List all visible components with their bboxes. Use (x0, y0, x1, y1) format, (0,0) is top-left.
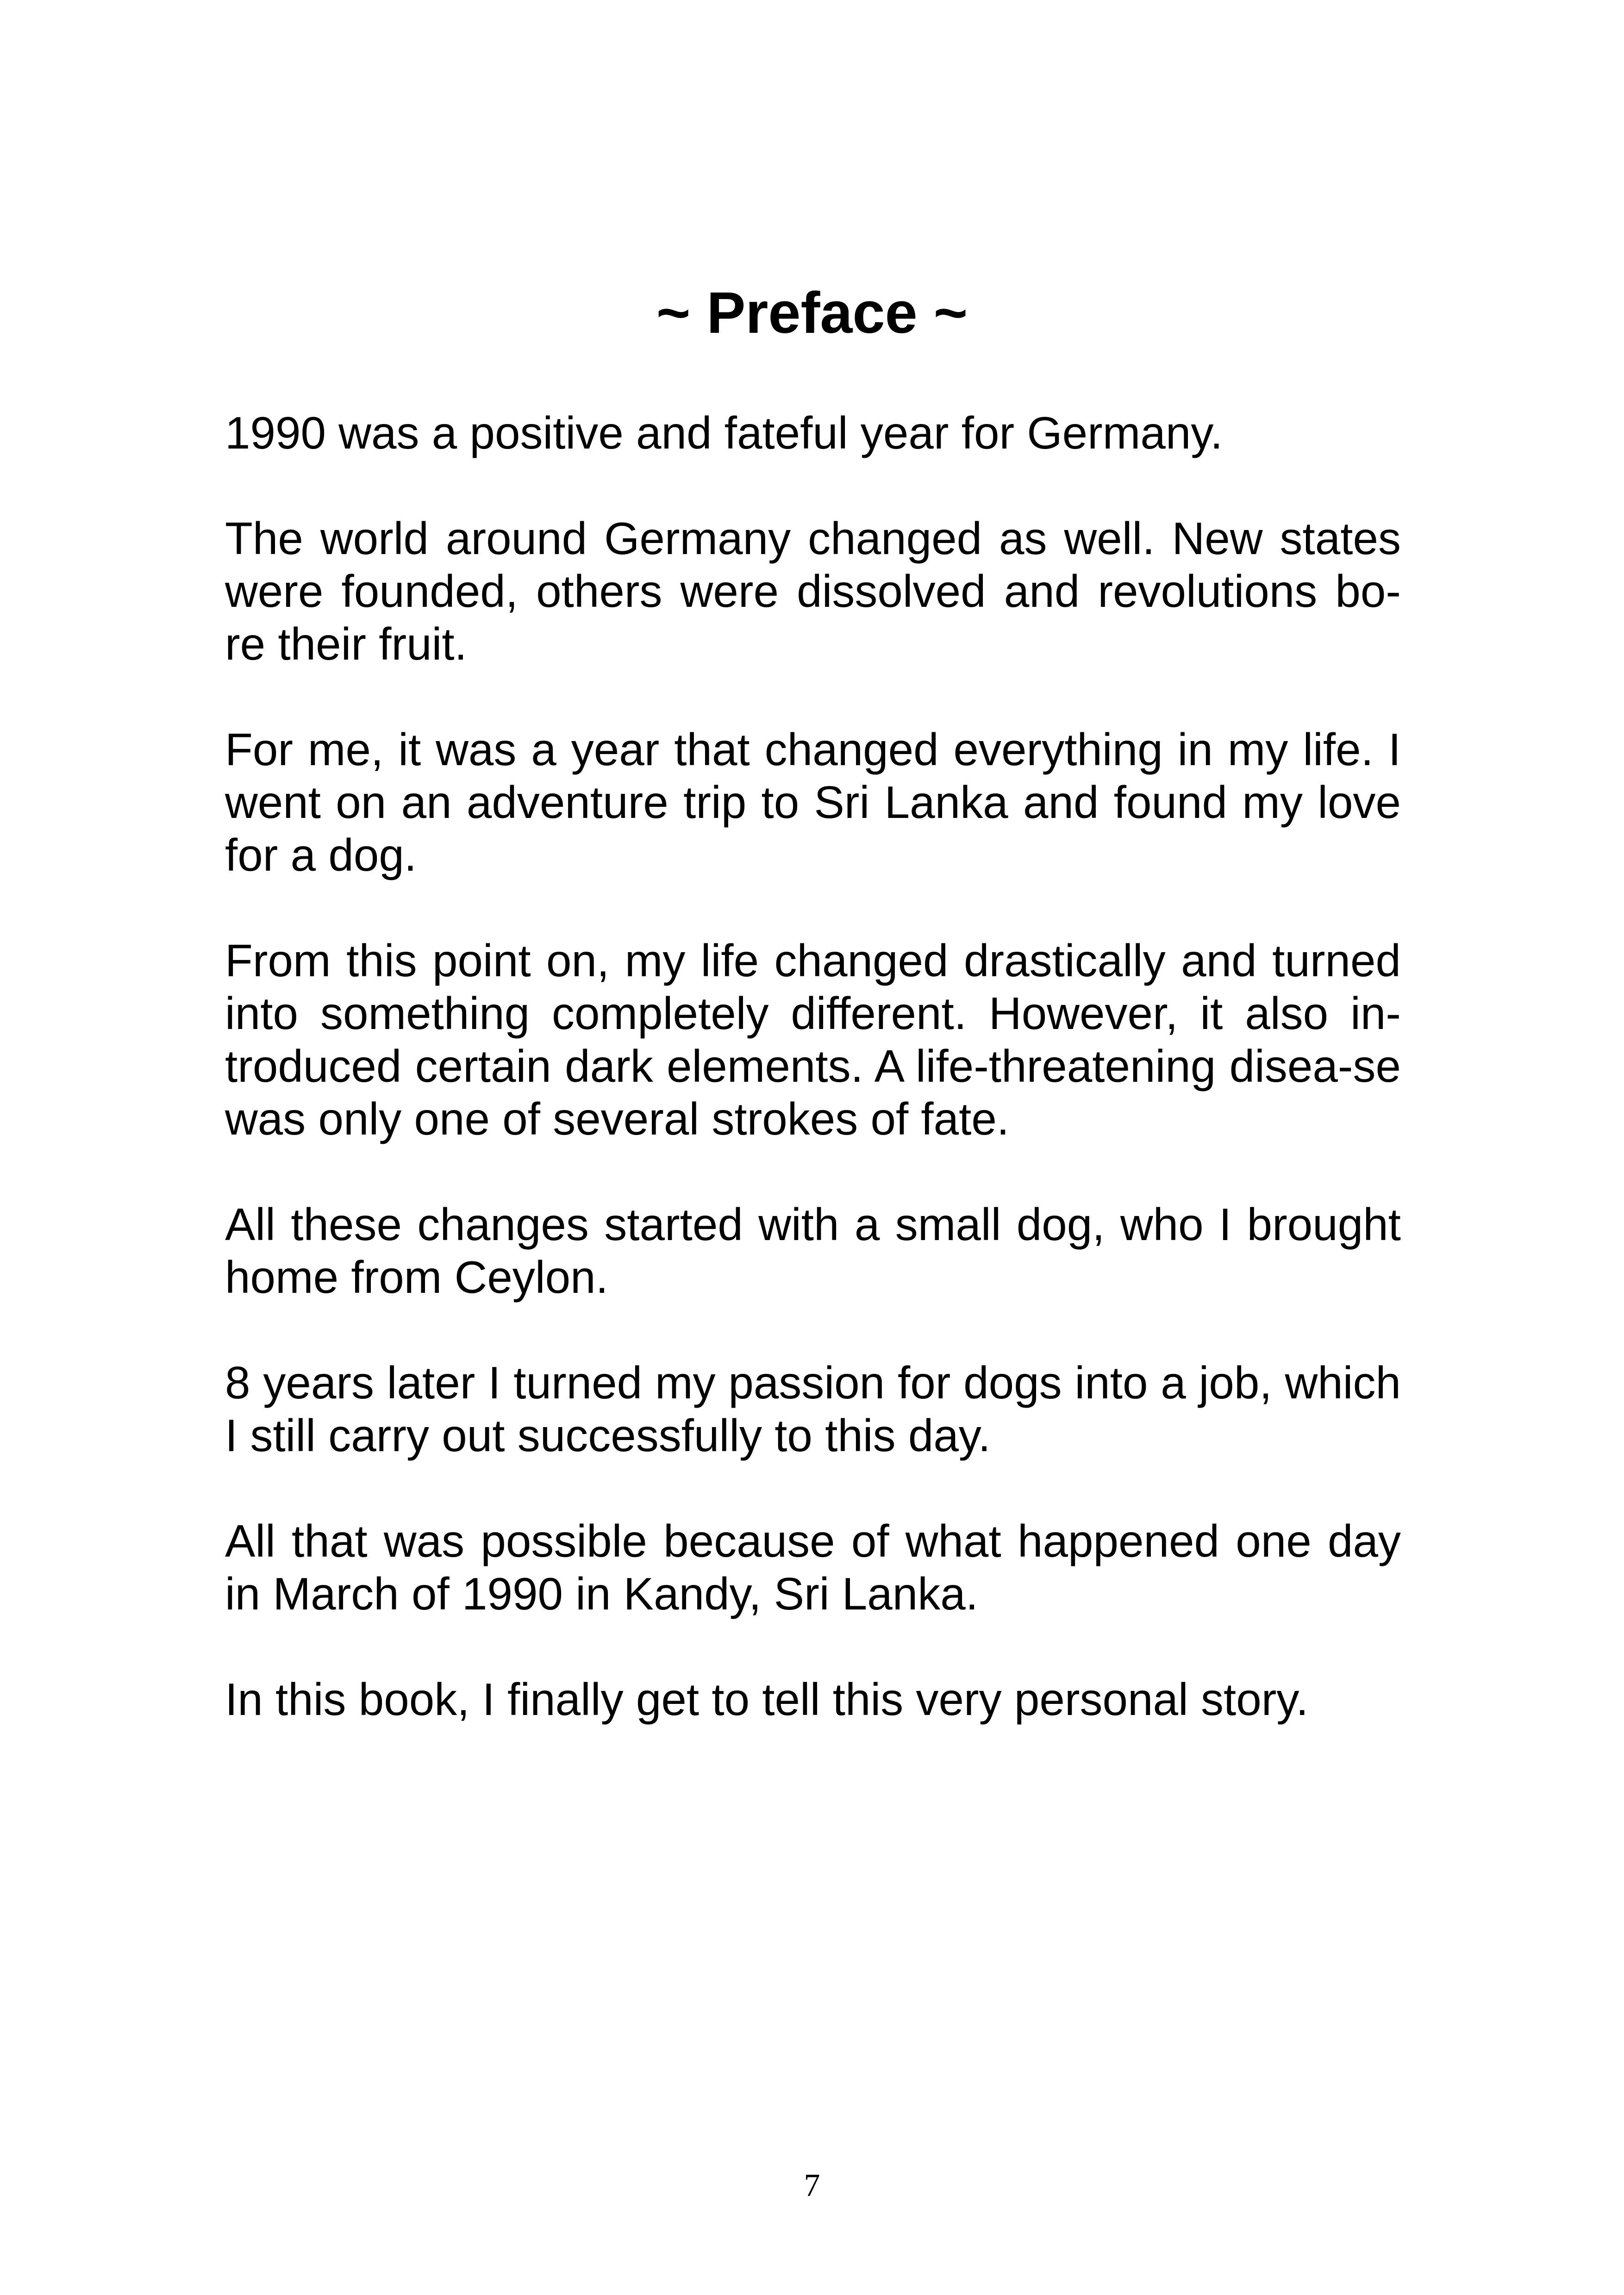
preface-body (225, 406, 1401, 1778)
paragraph-4: From this point on, my life changed drastically and turned into something completely different. However, it also in-troduced certain dark elements. A life-threatening disea-se was only one of several strokes of fate. (225, 935, 1401, 1144)
page-number: 7 (804, 2168, 820, 2203)
paragraph-3: For me, it was a year that changed everything in my life. I went on an adventure trip to Sri Lanka and found my love for a dog. (225, 724, 1401, 880)
paragraph-6: 8 years later I turned my passion for dogs into a job, which I still carry out successfully to this day. (225, 1357, 1401, 1461)
paragraph-8: In this book, I finally get to tell this very personal story. (225, 1674, 1309, 1725)
paragraph-7: All that was possible because of what happened one day in March of 1990 in Kandy, Sri Lanka. (225, 1515, 1401, 1619)
page-title: ~ Preface ~ (656, 280, 968, 345)
paragraph-5: All these changes started with a small dog, who I brought home from Ceylon. (225, 1199, 1401, 1303)
paragraph-2: The world around Germany changed as well. New states were founded, others were dissolved and revolutions bo-re their fruit. (225, 513, 1401, 669)
paragraph-1: 1990 was a positive and fateful year for Germany. (225, 407, 1223, 458)
